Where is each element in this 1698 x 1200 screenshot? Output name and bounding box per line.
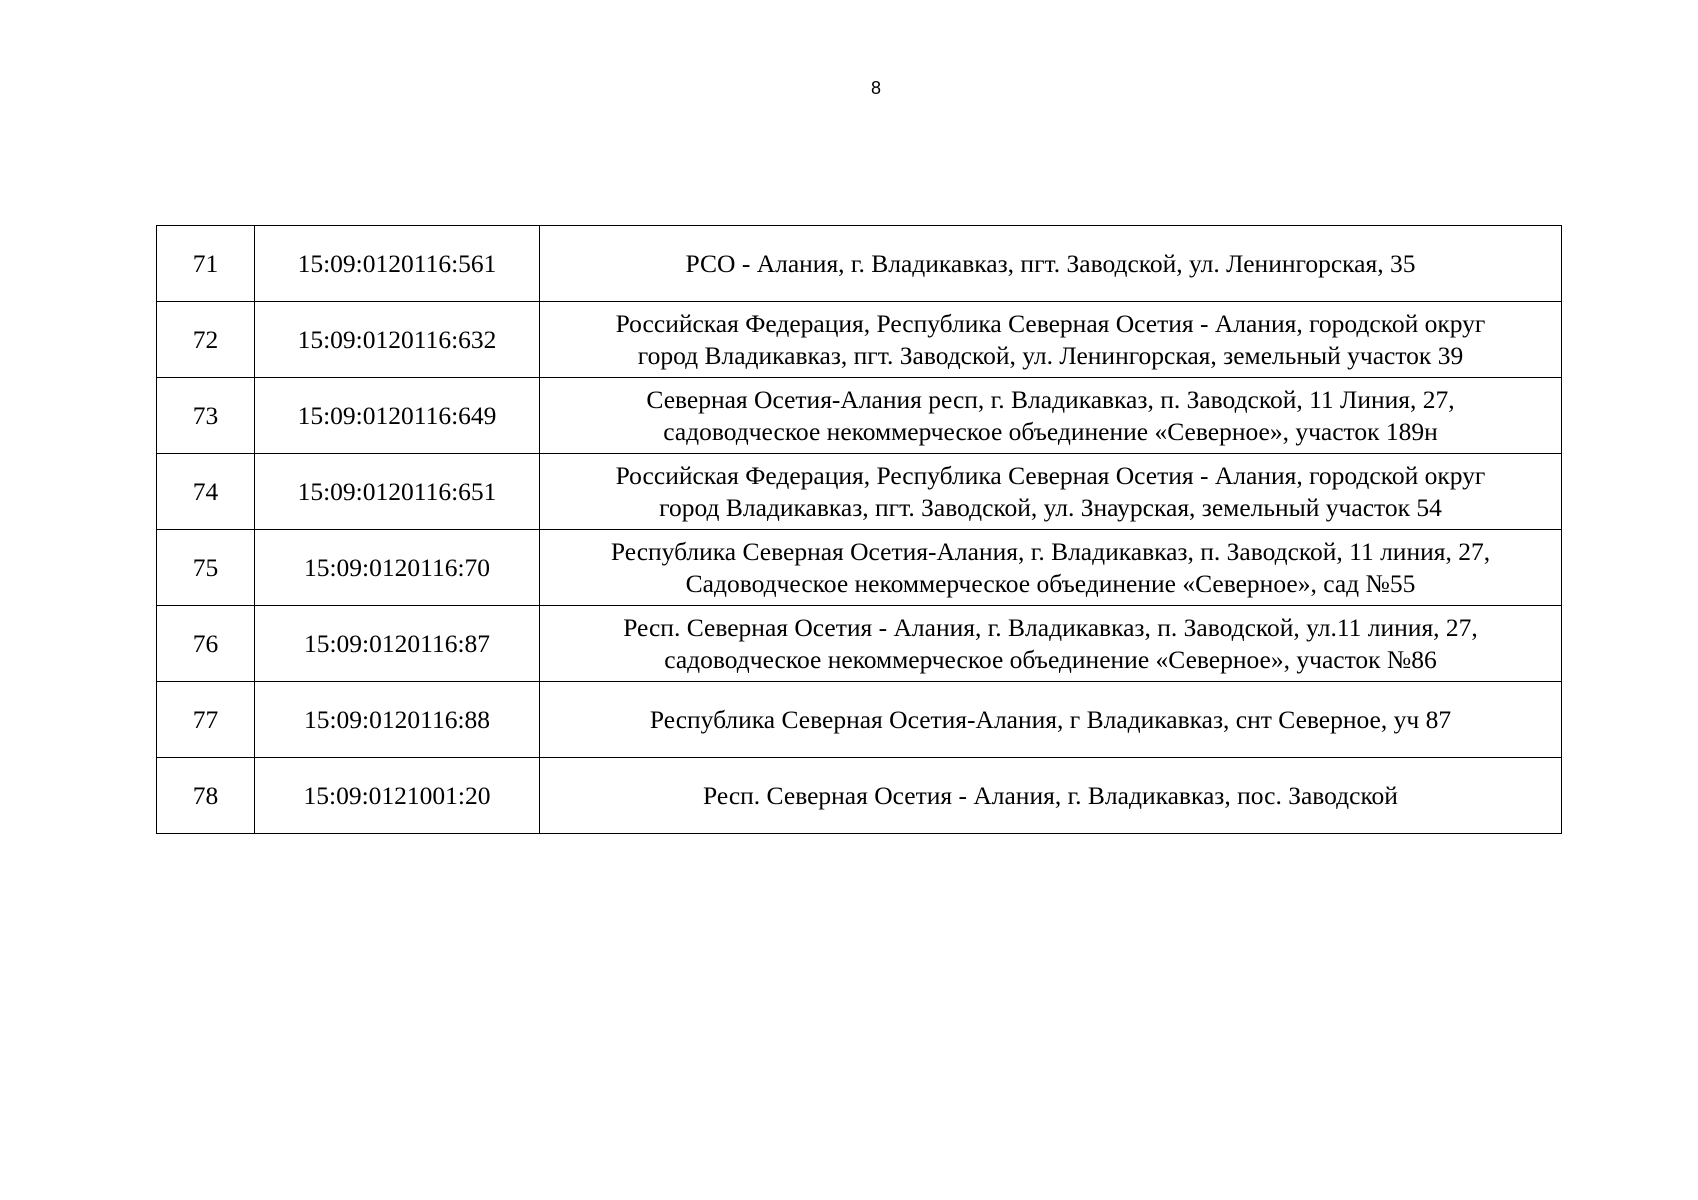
address-line: Республика Северная Осетия-Алания, г. Владикавказ, п. Заводской, 11 линия, 27, xyxy=(610,536,1491,566)
address-line: город Владикавказ, пгт. Заводской, ул. Знаурская, земельный участок 54 xyxy=(659,492,1442,522)
cadastral-number: 15:09:0120116:651 xyxy=(255,454,540,530)
table-row xyxy=(157,758,1562,834)
table-row xyxy=(157,454,1562,530)
address-line: Республика Северная Осетия-Алания, г Владикавказ, снт Северное, уч 87 xyxy=(649,704,1452,734)
row-number: 78 xyxy=(157,758,255,834)
cadastral-number: 15:09:0120116:649 xyxy=(255,378,540,454)
address-cell xyxy=(540,302,1562,378)
table-row xyxy=(157,378,1562,454)
cadastral-number: 15:09:0121001:20 xyxy=(255,758,540,834)
address-line: Респ. Северная Осетия - Алания, г. Владикавказ, пос. Заводской xyxy=(703,780,1398,810)
page-number: 8 xyxy=(870,78,881,98)
address-cell xyxy=(540,226,1562,302)
address-cell xyxy=(540,682,1562,758)
row-number: 73 xyxy=(157,378,255,454)
table-row xyxy=(157,682,1562,758)
address-cell xyxy=(540,378,1562,454)
cadastral-number: 15:09:0120116:70 xyxy=(255,530,540,606)
cadastral-number: 15:09:0120116:561 xyxy=(255,226,540,302)
address-cell xyxy=(540,454,1562,530)
row-number: 76 xyxy=(157,606,255,682)
table-row xyxy=(157,606,1562,682)
row-number: 72 xyxy=(157,302,255,378)
row-number: 75 xyxy=(157,530,255,606)
address-line: РСО - Алания, г. Владикавказ, пгт. Заводской, ул. Ленингорская, 35 xyxy=(685,248,1416,278)
address-line: садоводческое некоммерческое объединение «Северное», участок №86 xyxy=(664,644,1437,674)
cadastral-number: 15:09:0120116:88 xyxy=(255,682,540,758)
address-line: Российская Федерация, Республика Северная Осетия - Алания, городской округ xyxy=(615,308,1486,338)
row-number: 71 xyxy=(157,226,255,302)
cadastral-number: 15:09:0120116:632 xyxy=(255,302,540,378)
table-row xyxy=(157,530,1562,606)
address-cell xyxy=(540,606,1562,682)
address-line: Садоводческое некоммерческое объединение «Северное», сад №55 xyxy=(685,568,1416,598)
address-cell xyxy=(540,530,1562,606)
address-line: садоводческое некоммерческое объединение «Северное», участок 189н xyxy=(663,416,1438,446)
table-row xyxy=(157,302,1562,378)
table-row xyxy=(157,226,1562,302)
address-cell xyxy=(540,758,1562,834)
address-line: Российская Федерация, Республика Северная Осетия - Алания, городской округ xyxy=(615,460,1486,490)
row-number: 77 xyxy=(157,682,255,758)
address-line: Респ. Северная Осетия - Алания, г. Владикавказ, п. Заводской, ул.11 линия, 27, xyxy=(623,612,1478,642)
cadastral-number: 15:09:0120116:87 xyxy=(255,606,540,682)
address-line: город Владикавказ, пгт. Заводской, ул. Ленингорская, земельный участок 39 xyxy=(637,340,1464,370)
parcel-table xyxy=(156,225,1562,834)
address-line: Северная Осетия-Алания респ, г. Владикавказ, п. Заводской, 11 Линия, 27, xyxy=(646,384,1455,414)
row-number: 74 xyxy=(157,454,255,530)
